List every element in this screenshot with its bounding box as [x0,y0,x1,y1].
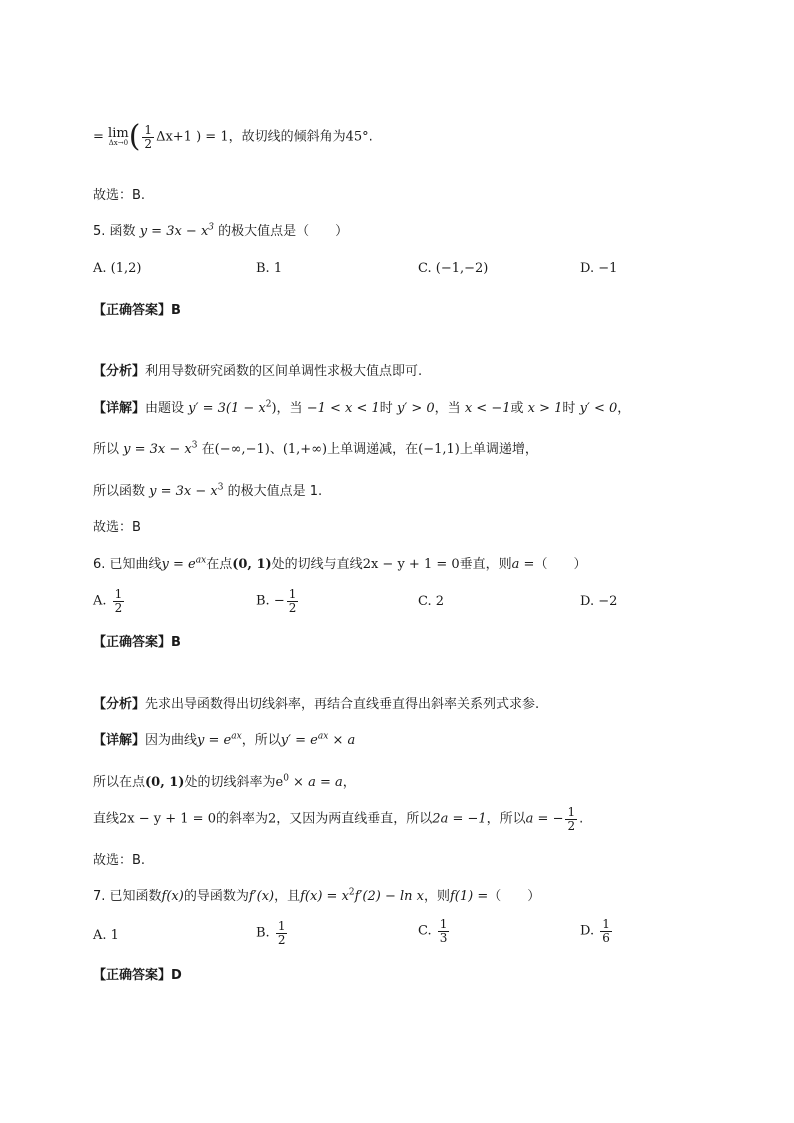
q5-option-b[interactable]: B. 1 [256,261,283,276]
limit-operator: lim Δx→0 [108,126,129,147]
q7-option-b[interactable]: B. $\frac{1}{2}$ [256,919,286,947]
q6-option-a[interactable]: A. $\frac{1}{2}$ [93,587,123,615]
question-6: 6. 已知曲线$y = e^{ax}$在点(0, 1)处的切线与直线2x − y + 1 = 0垂直，则a =（ ） [93,555,587,572]
q7-option-d[interactable]: D. $\frac{1}{6}$ [580,917,610,945]
q6-answer: 【正确答案】B [93,635,181,650]
q5-detail-3: 所以函数 $y = 3x - x^3$ 的极大值点是 1. [93,482,323,499]
q6-detail-1: 【详解】因为曲线$y = e^{ax}$，所以$y' = e^{ax} \times a$ [93,731,356,748]
q5-option-c[interactable]: C. (−1,−2) [418,261,489,276]
q5-detail-2: 所以 $y = 3x - x^3$ 在(−∞,−1)、(1,+∞)上单调递减，在(−1,1)上单调递增， [93,440,538,457]
q7-option-a[interactable]: A. 1 [93,928,119,943]
equals-sign: = [93,129,104,145]
q6-detail-2: 所以在点(0, 1)处的切线斜率为$e^0 \times a = a$， [93,773,356,790]
q6-option-d[interactable]: D. −2 [580,594,618,609]
limit-line: = lim Δx→0 ( $\frac{1}{2}$ Δx+1 ) = 1，故切线的倾斜角为45°. [93,119,373,154]
question-7: 7. 已知函数f(x)的导函数为f′(x)，且$f(x) = x^2f'(2) - \ln x$，则f(1) =（ ） [93,887,541,904]
q6-option-c[interactable]: C. 2 [418,594,445,609]
q6-option-b[interactable]: B. − $\frac{1}{2}$ [256,587,297,615]
q6-analysis: 【分析】先求出导函数得出切线斜率，再结合直线垂直得出斜率关系列式求参. [93,697,540,712]
q5-choice: 故选：B [93,520,141,535]
fraction-half: $\frac{1}{2}$ [144,122,153,151]
q5-analysis: 【分析】利用导数研究函数的区间单调性求极大值点即可. [93,364,423,379]
question-5: 5. 函数 $y = 3x - x^3$ 的极大值点是（ ） [93,222,349,239]
q5-detail-1: 【详解】由题设 $y' = 3(1 - x^2)$，当 −1 < x < 1时 y′ > 0，当 x < −1或 x > 1时 y′ < 0， [93,399,631,416]
q5-option-a[interactable]: A. (1,2) [93,261,142,276]
q6-choice: 故选：B. [93,853,146,868]
choice-statement: 故选：B. [93,188,146,203]
q7-option-c[interactable]: C. $\frac{1}{3}$ [418,917,448,945]
q5-option-d[interactable]: D. −1 [580,261,618,276]
q7-answer: 【正确答案】D [93,968,182,983]
q5-answer: 【正确答案】B [93,303,181,318]
q6-detail-3: 直线2x − y + 1 = 0的斜率为2，又因为两直线垂直，所以2a = −1，所以a = − $\frac{1}{2}$ . [93,805,584,833]
